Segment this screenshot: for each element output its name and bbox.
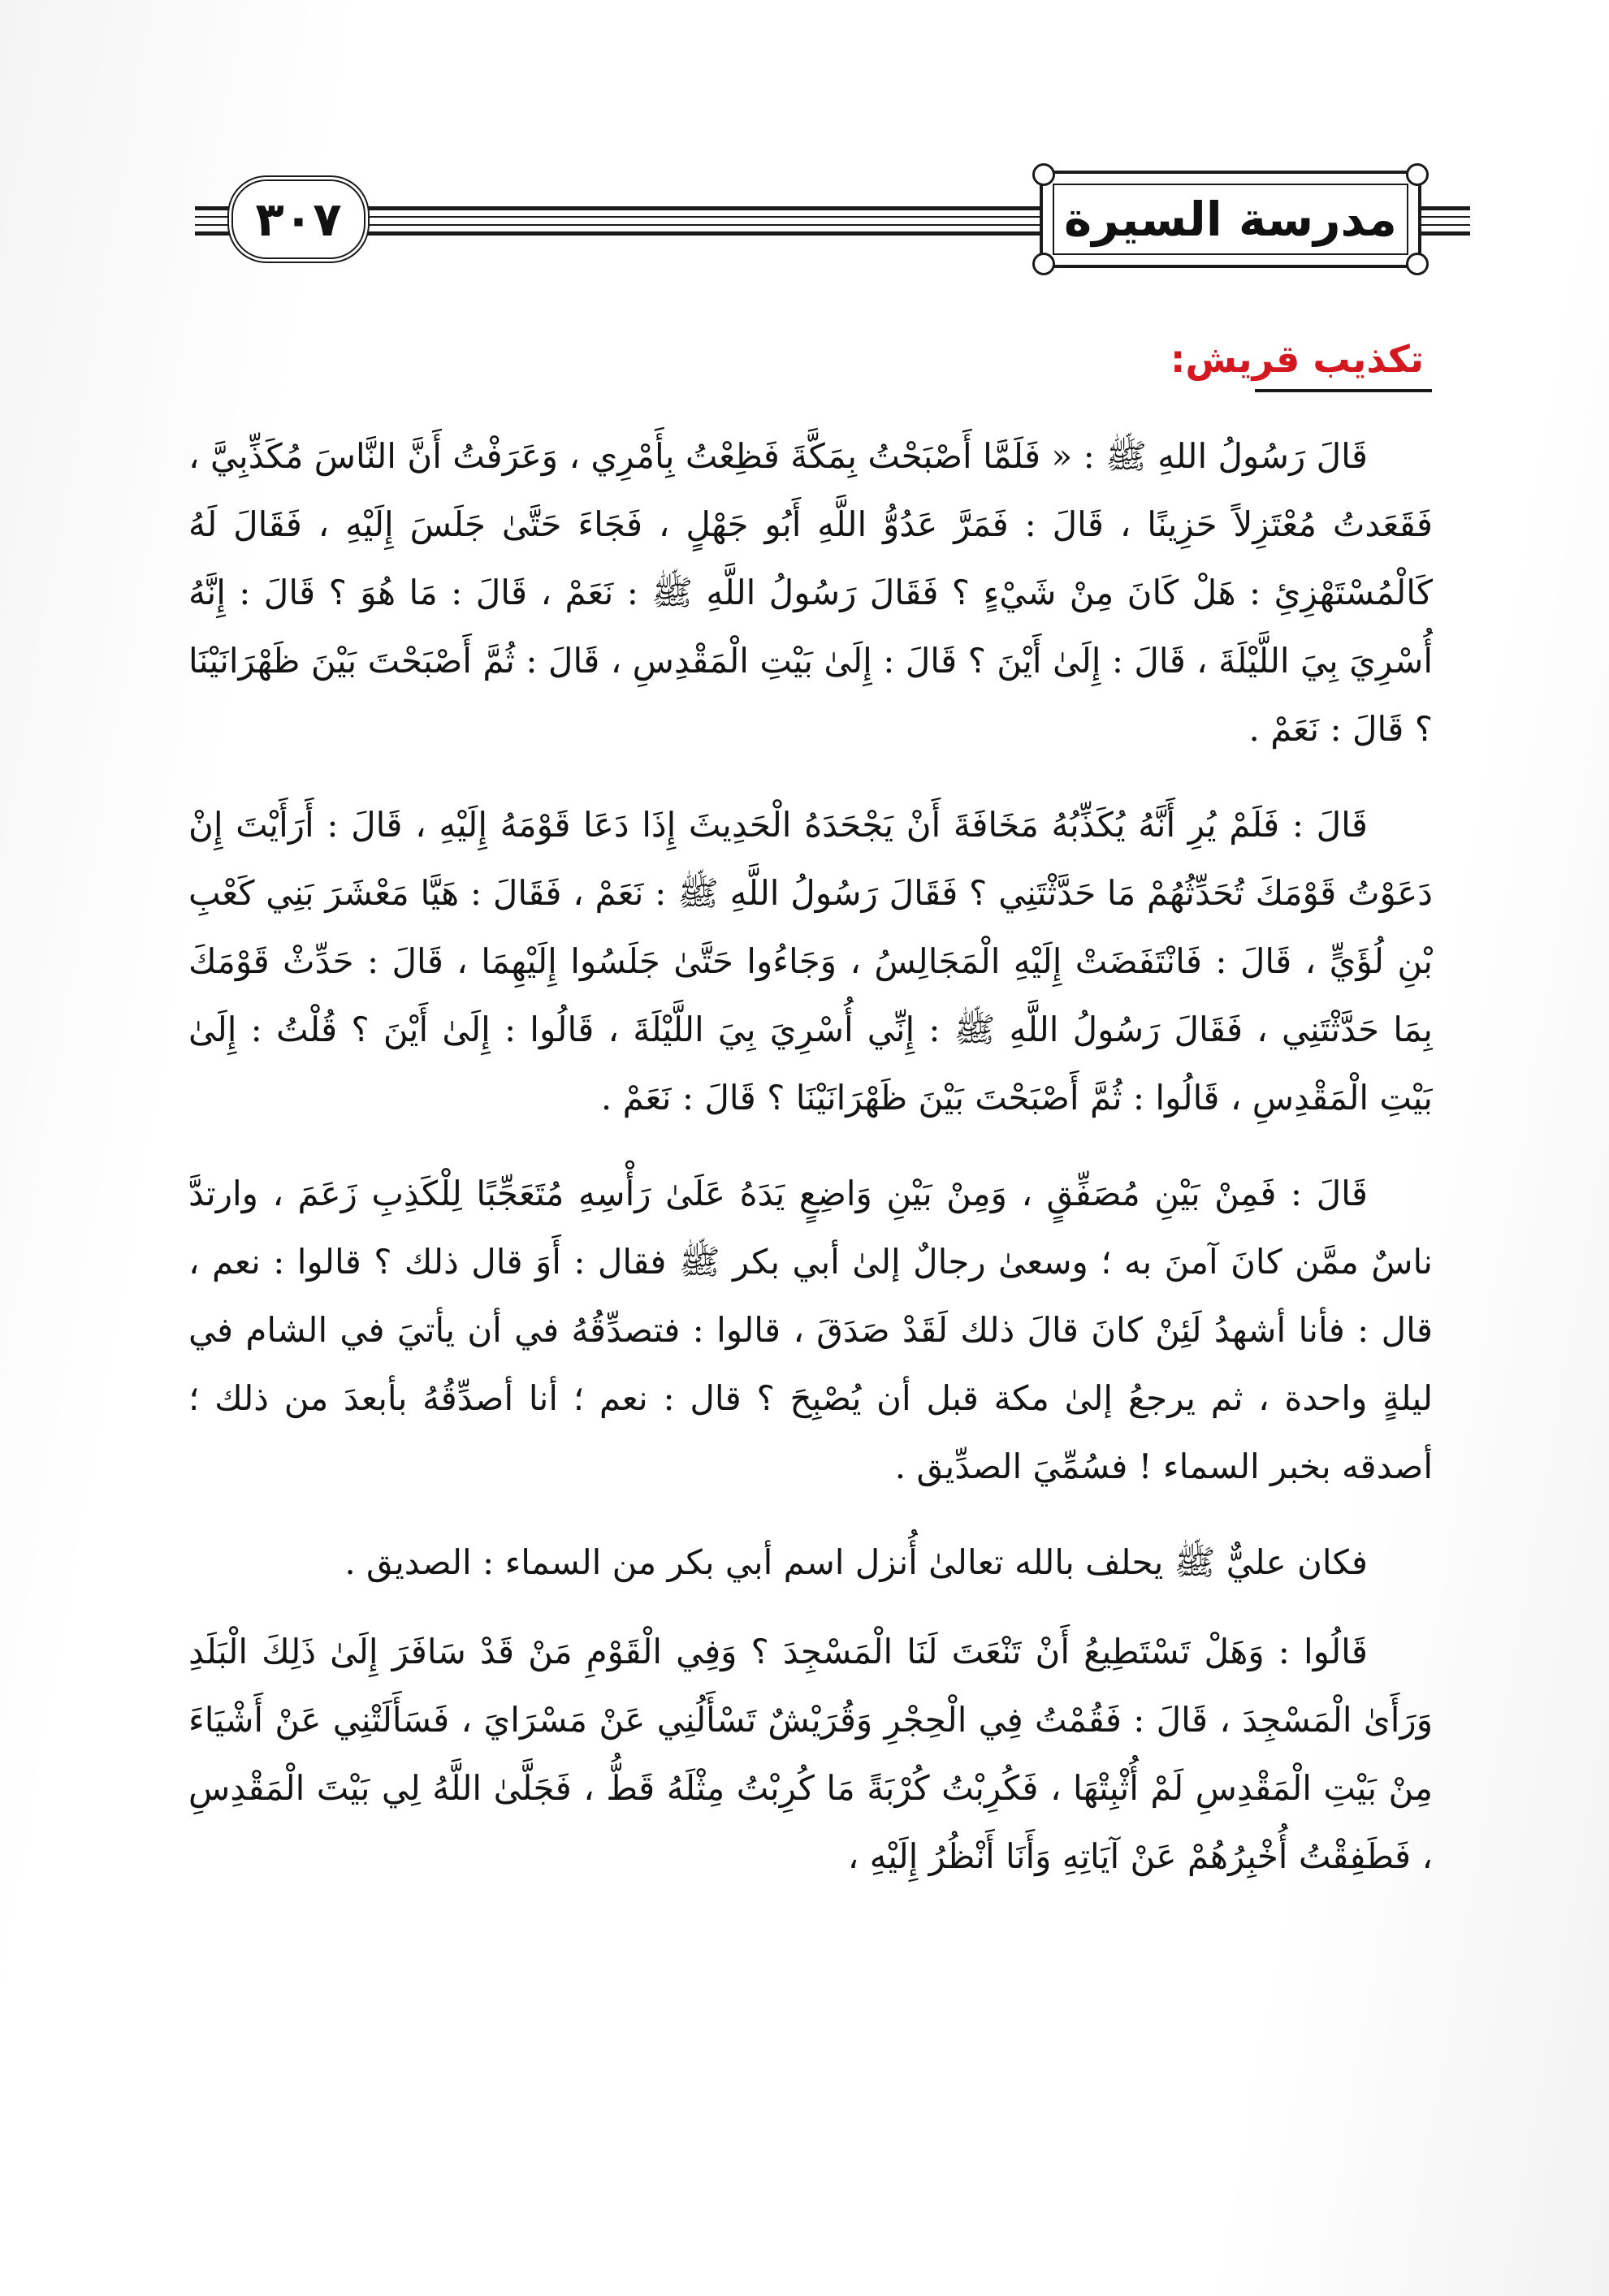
paragraph: قَالُوا : وَهَلْ تَسْتَطِيعُ أَنْ تَنْعَتَ لَنَا الْمَسْجِدَ ؟ وَفِي الْقَوْمِ مَنْ قَدْ سَافَرَ إِلَىٰ ذَلِكَ الْبَلَدِ وَرَأَىٰ الْمَسْجِدَ ، قَالَ : فَقُمْتُ فِي الْحِجْرِ وَقُرَيْشٌ تَسْأَلُنِي عَنْ مَسْرَايَ ، فَسَأَلَتْنِي عَنْ أَشْيَاءَ مِنْ بَيْتِ الْمَقْدِسِ لَمْ أُثْبِتْهَا ، فَكُرِبْتُ كُرْبَةً مَا كُرِبْتُ مِثْلَهُ قَطُّ ، فَجَلَّىٰ اللَّهُ لِي بَيْتَ الْمَقْدِسِ ، فَطَفِقْتُ أُخْبِرُهُمْ عَنْ آيَاتِهِ وَأَنَا أَنْظُرُ إِلَيْهِ ، <box>188 1632 1433 1876</box>
page-number: ٣٠٧ <box>255 192 342 247</box>
ornament-corner-icon <box>1406 163 1429 186</box>
book-title-frame <box>1040 171 1421 268</box>
section-heading-underline <box>1255 389 1432 392</box>
ornament-corner-icon <box>1406 253 1429 275</box>
paragraph: قَالَ رَسُولُ اللهِ ﷺ : « فَلَمَّا أَصْبَحْتُ بِمَكَّةَ فَظِعْتُ بِأَمْرِي ، وَعَرَفْتُ أَنَّ النَّاسَ مُكَذِّبِيَّ ، فَقَعَدتُ مُعْتَزِلاً حَزِينًا ، قَالَ : فَمَرَّ عَدُوُّ اللَّهِ أَبُو جَهْلٍ ، فَجَاءَ حَتَّىٰ جَلَسَ إِلَيْهِ ، فَقَالَ لَهُ كَالْمُسْتَهْزِئِ : هَلْ كَانَ مِنْ شَيْءٍ ؟ فَقَالَ رَسُولُ اللَّهِ ﷺ : نَعَمْ ، قَالَ : مَا هُوَ ؟ قَالَ : إِنَّهُ أُسْرِيَ بِيَ اللَّيْلَةَ ، قَالَ : إِلَىٰ أَيْنَ ؟ قَالَ : إِلَىٰ بَيْتِ الْمَقْدِسِ ، قَالَ : ثُمَّ أَصْبَحْتَ بَيْنَ ظَهْرَانَيْنَا ؟ قَالَ : نَعَمْ . <box>188 436 1433 749</box>
paragraph: فكان عليٌّ ﷺ يحلف بالله تعالىٰ أُنزل اسم أبي بكر من السماء : الصديق . <box>344 1542 1368 1582</box>
body-text <box>188 422 1433 2225</box>
book-title: مدرسة السيرة <box>1064 192 1397 247</box>
paragraph: قَالَ : فَمِنْ بَيْنِ مُصَفِّقٍ ، وَمِنْ بَيْنِ وَاضِعٍ يَدَهُ عَلَىٰ رَأْسِهِ مُتَعَجِّبًا لِلْكَذِبِ زَعَمَ ، وارتدَّ ناسٌ ممَّن كانَ آمنَ به ؛ وسعىٰ رجالٌ إلىٰ أبي بكر ﷺ فقال : أَوَ قال ذلك ؟ قالوا : نعم ، قال : فأنا أشهدُ لَئِنْ كانَ قالَ ذلك لَقَدْ صَدَقَ ، قالوا : فتصدِّقُهُ في أن يأتيَ في الشام في ليلةٍ واحدة ، ثم يرجعُ إلىٰ مكة قبل أن يُصْبِحَ ؟ قال : نعم ؛ أنا أصدِّقُهُ بأبعدَ من ذلك ؛ أصدقه بخبر السماء ! فسُمِّيَ الصدِّيق . <box>188 1174 1433 1486</box>
paragraph: قَالَ : فَلَمْ يُرِ أَنَّهُ يُكَذِّبُهُ مَخَافَةَ أَنْ يَجْحَدَهُ الْحَدِيثَ إِذَا دَعَا قَوْمَهُ إِلَيْهِ ، قَالَ : أَرَأَيْتَ إِنْ دَعَوْتُ قَوْمَكَ تُحَدِّثُهُمْ مَا حَدَّثْتَنِي ؟ فَقَالَ رَسُولُ اللَّهِ ﷺ : نَعَمْ ، فَقَالَ : هَيَّا مَعْشَرَ بَنِي كَعْبِ بْنِ لُؤَيٍّ ، قَالَ : فَانْتَفَضَتْ إِلَيْهِ الْمَجَالِسُ ، وَجَاءُوا حَتَّىٰ جَلَسُوا إِلَيْهِمَا ، قَالَ : حَدِّثْ قَوْمَكَ بِمَا حَدَّثْتَنِي ، فَقَالَ رَسُولُ اللَّهِ ﷺ : إِنِّي أُسْرِيَ بِيَ اللَّيْلَةَ ، قَالُوا : إِلَىٰ أَيْنَ ؟ قُلْتُ : إِلَىٰ بَيْتِ الْمَقْدِسِ ، قَالُوا : ثُمَّ أَصْبَحْتَ بَيْنَ ظَهْرَانَيْنَا ؟ قَالَ : نَعَمْ . <box>188 805 1433 1118</box>
ornament-corner-icon <box>1032 163 1055 186</box>
section-heading <box>1170 337 1424 392</box>
ornament-corner-icon <box>1032 253 1055 275</box>
page-header <box>195 171 1470 268</box>
section-heading-text: تكذيب قريش: <box>1170 337 1424 381</box>
page-number-badge <box>227 175 370 263</box>
